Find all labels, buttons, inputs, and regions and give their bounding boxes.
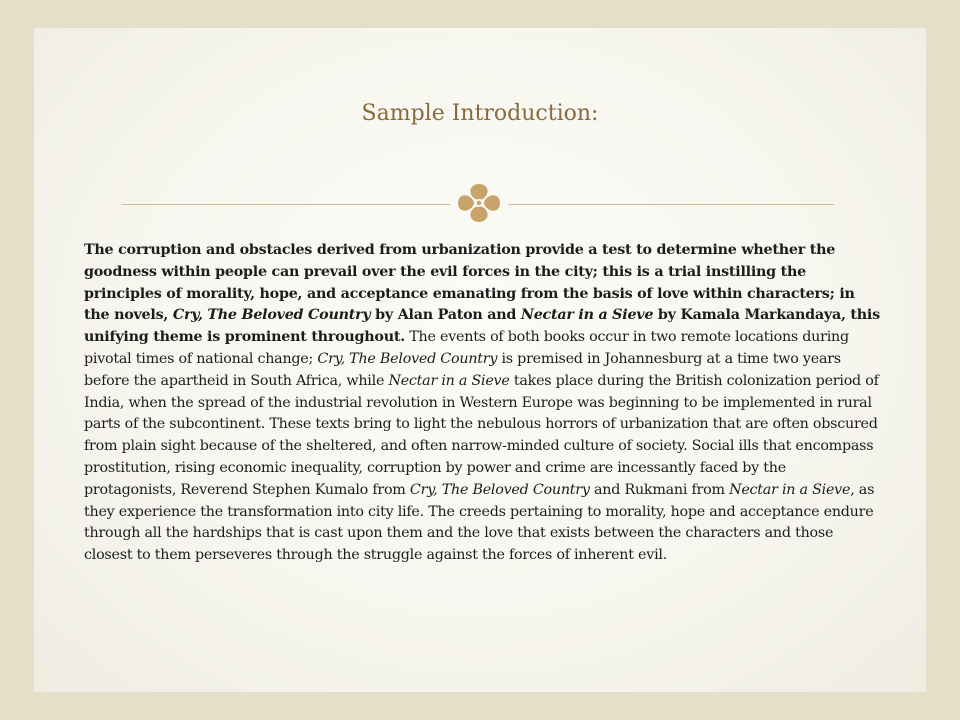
book-title-nectar: Nectar in a Sieve xyxy=(520,307,654,324)
book-title-nectar: Nectar in a Sieve xyxy=(729,481,851,498)
body-text: and Rukmani from xyxy=(589,481,730,498)
thesis-text: The corruption and obstacles derived from urbanization provide a test to determine whether the goodness within people can prevail over the evil forces in the city; this is a trial instilling the principles of morality, hope, and acceptance emanating from the basis of love within characters; in the novels, xyxy=(84,242,855,324)
body-text: The events of both books occur in two remote locations during pivotal times of national change; xyxy=(84,329,849,367)
slide-title: Sample Introduction: xyxy=(361,101,599,126)
thesis-text: by Alan Paton and xyxy=(370,307,521,324)
body-text: takes place during the British colonization period of India, when the spread of the industrial revolution in Western Europe was beginning to be implemented in rural parts of the subcontinent. These texts bring to light the nebulous horrors of urbanization that are often obscured from plain sight because of the sheltered, and often narrow-minded culture of society. Social ills that encompass prostitution, rising economic inequality, corruption by power and crime are incessantly faced by the protagonists, Reverend Stephen Kumalo from xyxy=(84,372,879,498)
book-title-cry: Cry, The Beloved Country xyxy=(172,307,371,324)
body-text: is premised in Johannesburg at a time two years before the apartheid in South Africa, while xyxy=(84,350,841,389)
thesis-text: by Kamala Markandaya, this unifying theme is prominent throughout. xyxy=(84,307,880,346)
book-title-cry: Cry, The Beloved Country xyxy=(409,481,590,498)
body-text: , as they experience the transformation into city life. The creeds pertaining to morality, hope and acceptance endure through all the hardships that is cast upon them and the love that exists between the characters and those closest to them perseveres through the struggle against the forces of inherent evil. xyxy=(84,481,875,564)
introduction-paragraph xyxy=(84,240,880,567)
book-title-nectar: Nectar in a Sieve xyxy=(388,372,510,389)
divider-right xyxy=(508,204,834,205)
book-title-cry: Cry, The Beloved Country xyxy=(317,350,498,367)
divider-left xyxy=(122,204,450,205)
decorative-flourish-icon xyxy=(452,180,506,226)
